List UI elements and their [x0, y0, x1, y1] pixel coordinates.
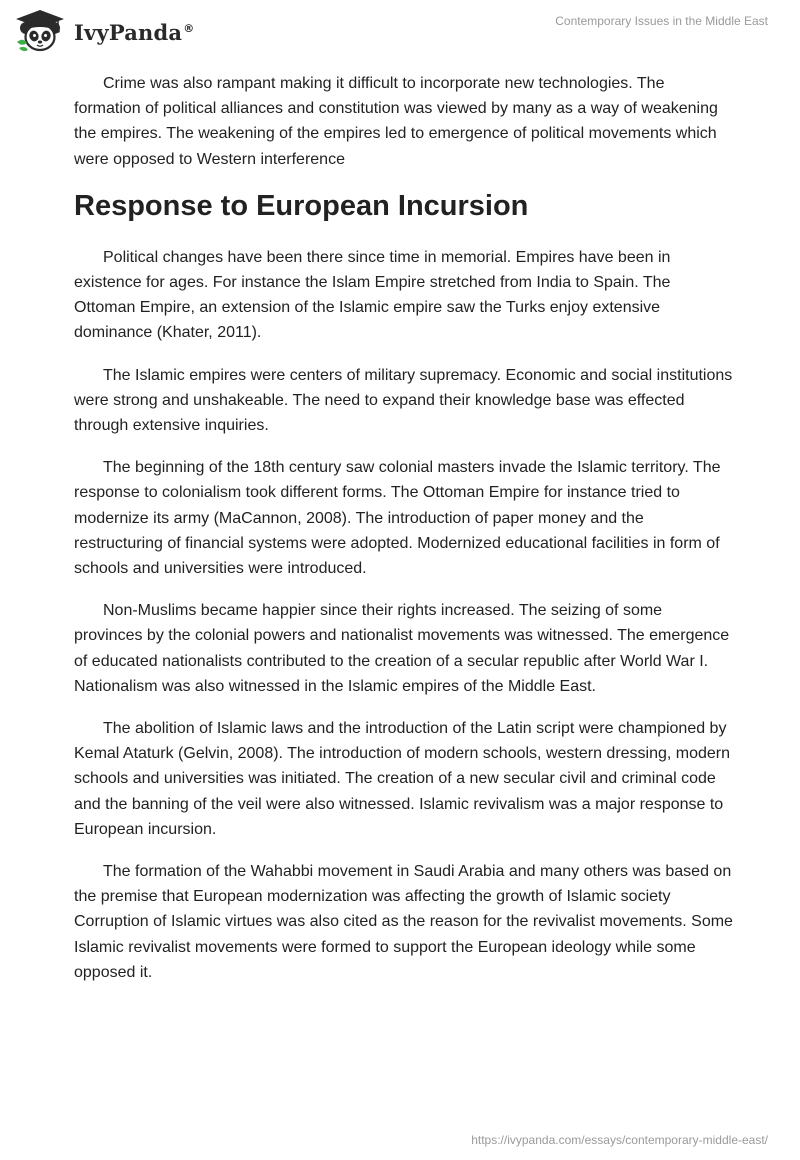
logo-text: IvyPanda®	[74, 19, 195, 45]
section-heading: Response to European Incursion	[74, 189, 529, 222]
paragraph: The abolition of Islamic laws and the introduction of the Latin script were championed by Kemal Ataturk (Gelvin, 2008). The introduction of modern schools, western dressing, modern schools and universities was initiated. The creation of a new secular civil and criminal code and the banning of the veil were also witnessed. Islamic revivalism was a major response to European incursion.	[74, 720, 731, 838]
paragraph: The Islamic empires were centers of military supremacy. Economic and social institutions were strong and unshakeable. The need to expand their knowledge base was effected through extensive inquiries.	[74, 366, 733, 435]
source-url[interactable]: https://ivypanda.com/essays/contemporary-middle-east/	[471, 1133, 768, 1147]
essay-content	[74, 71, 734, 1002]
paragraph: Non-Muslims became happier since their rights increased. The seizing of some provinces by the colonial powers and nationalist movements was witnessed. The emergence of educated nationalists contributed to the creation of a secular republic after World War I. Nationalism was also witnessed in the Islamic empires of the Middle East.	[74, 602, 730, 695]
panda-graduation-cap-icon	[14, 8, 66, 54]
registered-mark: ®	[183, 21, 195, 35]
paragraph: The formation of the Wahabbi movement in Saudi Arabia and many others was based on the premise that European modernization was affecting the growth of Islamic society Corruption of Islamic virtues was also cited as the reason for the revivalist movements. Some Islamic revivalist movements were formed to support the European ideology while some opposed it.	[74, 863, 733, 981]
intro-paragraph: Crime was also rampant making it difficult to incorporate new technologies. The formation of political alliances and constitution was viewed by many as a way of weakening the empires. The weakening of the empires led to emergence of political movements which were opposed to Western interference	[74, 75, 718, 168]
page-header	[0, 0, 800, 60]
paragraph: Political changes have been there since time in memorial. Empires have been in existence for ages. For instance the Islam Empire stretched from India to Spain. The Ottoman Empire, an extension of the Islamic empire saw the Turks enjoy extensive dominance (Khater, 2011).	[74, 248, 671, 342]
logo[interactable]	[14, 8, 194, 54]
paragraph: The beginning of the 18th century saw colonial masters invade the Islamic territory. The response to colonialism took different forms. The Ottoman Empire for instance tried to modernize its army (MaCannon, 2008). The introduction of paper money and the restructuring of financial systems were adopted. Modernized educational facilities in form of schools and universities were introduced.	[74, 459, 721, 578]
document-title: Contemporary Issues in the Middle East	[555, 14, 768, 28]
